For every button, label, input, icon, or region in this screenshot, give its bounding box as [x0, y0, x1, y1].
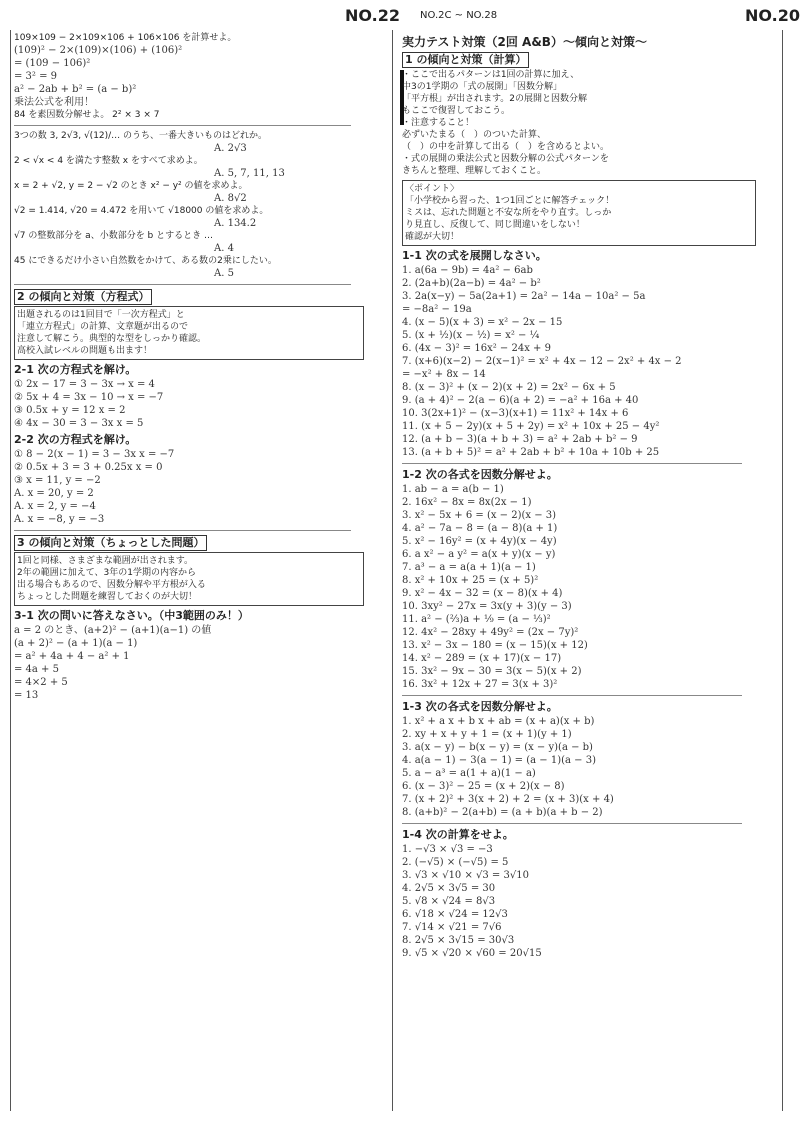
solution-line: A. x = 2, y = −4 — [14, 501, 96, 512]
solution-line: 乗法公式を利用！ — [14, 97, 94, 108]
problem-1-3-heading: 1-3 次の各式を因数分解せよ。 — [402, 700, 558, 713]
solution-line: 14. x² − 289 = (x + 17)(x − 17) — [402, 653, 562, 664]
solution-line: 7. (x+6)(x−2) − 2(x−1)² = x² + 4x − 12 − 2x² + 4x − 2 — [402, 356, 682, 367]
multiply-answer: A. 5 — [214, 268, 234, 279]
solution-line: 7. √14 × √21 = 7√6 — [402, 922, 502, 933]
intro-line: 「平方根」が出されます。2の展開と因数分解 — [402, 94, 588, 104]
intro-line: ・注意すること！ — [402, 118, 475, 128]
solution-line: 3. √3 × √10 × √3 = 3√10 — [402, 870, 529, 881]
intro-line: 「連立方程式」の計算、文章題が出るので — [17, 322, 189, 332]
solution-line: 7. (x + 2)² + 3(x + 2) + 2 = (x + 3)(x + 4) — [402, 794, 614, 805]
solution-line: a = 2 のとき、(a+2)² − (a+1)(a−1) の値 — [14, 625, 212, 636]
point-line: ミスは、忘れた問題と不安な所をやり直す。しっか — [405, 208, 612, 218]
integer-answer: A. 5, 7, 11, 13 — [214, 168, 285, 179]
solution-line: 11. (x + 5 − 2y)(x + 5 + 2y) = x² + 10x + 25 − 4y² — [402, 421, 660, 432]
solution-line: 15. 3x² − 9x − 30 = 3(x − 5)(x + 2) — [402, 666, 582, 677]
point-line: 「小学校から習った、1つ1回ごとに解答チェック！ — [405, 196, 615, 206]
sheet-divider — [392, 30, 393, 1111]
solution-line: 4. a(a − 1) − 3(a − 1) = (a − 1)(a − 3) — [402, 755, 596, 766]
solution-line: 12. 4x² − 28xy + 49y² = (2x − 7y)² — [402, 627, 579, 638]
solution-line: ③ x = 11, y = −2 — [14, 475, 101, 486]
prime-factor-question: 84 を素因数分解せよ。 2² × 3 × 7 — [14, 110, 160, 120]
section-3-intro — [14, 552, 364, 606]
solution-line: 2. 16x² − 8x = 8x(2x − 1) — [402, 497, 532, 508]
solution-line: 3. a(x − y) − b(x − y) = (x − y)(a − b) — [402, 742, 593, 753]
section-1-point-box — [402, 180, 756, 246]
solution-line: 3. 2a(x−y) − 5a(2a+1) = 2a² − 14a − 10a² − 5a — [402, 291, 646, 302]
solution-line: 13. x² − 3x − 180 = (x − 15)(x + 12) — [402, 640, 588, 651]
solution-line: (109)² − 2×(109)×(106) + (106)² — [14, 45, 183, 56]
solution-line: 2. (2a+b)(2a−b) = 4a² − b² — [402, 278, 541, 289]
integer-question: 2 < √x < 4 を満たす整数 x をすべて求めよ。 — [14, 156, 203, 166]
solution-line: = 4×2 + 5 — [14, 677, 68, 688]
solution-line: 1. x² + a x + b x + ab = (x + a)(x + b) — [402, 716, 595, 727]
intro-line: きちんと整理、理解しておくこと。 — [402, 166, 547, 176]
solution-line: = −x² + 8x − 14 — [402, 369, 486, 380]
solution-line: 5. (x + ½)(x − ½) = x² − ¼ — [402, 330, 540, 341]
problem-1-2-solutions — [402, 483, 780, 691]
section-1-heading: 1 の傾向と対策（計算） — [402, 52, 780, 68]
solution-line: ① 2x − 17 = 3 − 3x → x = 4 — [14, 379, 155, 390]
intro-line: （ ）の中を計算して出る（ ）を含めるとよい。 — [402, 142, 610, 152]
section-3-heading: 3 の傾向と対策（ちょっとした問題） — [14, 535, 388, 551]
solution-line: ② 0.5x + 3 = 3 + 0.25x x = 0 — [14, 462, 163, 473]
sqrt-value-answer: A. 134.2 — [214, 218, 257, 229]
solution-line: 3. x² − 5x + 6 = (x − 2)(x − 3) — [402, 510, 557, 521]
intro-line: 1回と同様、さまざまな範囲が出されます。 — [17, 556, 194, 566]
problem-1-4-heading: 1-4 次の計算をせよ。 — [402, 828, 514, 841]
solution-line: 8. x² + 10x + 25 = (x + 5)² — [402, 575, 539, 586]
intro-line: 出る場合もあるので、因数分解や平方根が入る — [17, 580, 206, 590]
solution-line: 2. xy + x + y + 1 = (x + 1)(y + 1) — [402, 729, 572, 740]
problem-1-2-heading: 1-2 次の各式を因数分解せよ。 — [402, 468, 558, 481]
solution-line: 7. a³ − a = a(a + 1)(a − 1) — [402, 562, 536, 573]
solution-line: 6. a x² − a y² = a(x + y)(x − y) — [402, 549, 556, 560]
problem-2-1-solutions — [14, 378, 388, 430]
problem-1-1-heading: 1-1 次の式を展開しなさい。 — [402, 249, 547, 262]
solution-line: 6. (x − 3)² − 25 = (x + 2)(x − 8) — [402, 781, 565, 792]
calc-question: 109×109 − 2×109×106 + 106×106 を計算せよ。 — [14, 33, 237, 43]
solution-line: ② 5x + 4 = 3x − 10 → x = −7 — [14, 392, 164, 403]
solution-line: (a + 2)² − (a + 1)(a − 1) — [14, 638, 138, 649]
intro-line: もここで復習しておこう。 — [402, 106, 511, 116]
problem-3-1-heading: 3-1 次の問いに答えなさい。（中3範囲のみ！） — [14, 609, 249, 622]
solution-line: 1. a(6a − 9b) = 4a² − 6ab — [402, 265, 533, 276]
solution-line: A. x = 20, y = 2 — [14, 488, 94, 499]
integer-part-question: √7 の整数部分を a、小数部分を b とするとき … — [14, 231, 213, 241]
problem-1-1-solutions — [402, 264, 780, 459]
solution-line: = (109 − 106)² — [14, 58, 91, 69]
right-sheet — [402, 32, 780, 1112]
problem-1-3-solutions — [402, 715, 780, 819]
solution-line: 12. (a + b − 3)(a + b + 3) = a² + 2ab + b² − 9 — [402, 434, 638, 445]
problem-2-2-solutions — [14, 448, 388, 526]
solution-line: 5. a − a³ = a(1 + a)(1 − a) — [402, 768, 536, 779]
sqrt-compare-question: 3つの数 3, 2√3, √(12)/… のうち、一番大きいものはどれか。 — [14, 131, 268, 141]
problem-2-2-heading: 2-2 次の方程式を解け。 — [14, 433, 137, 446]
range-note: NO.2C ~ NO.28 — [420, 10, 498, 21]
point-line: 確認が大切！ — [405, 232, 460, 242]
point-line: り見直し、反復して、同じ間違いをしない！ — [405, 220, 585, 230]
calc-solution — [14, 44, 388, 109]
solution-line: 5. x² − 16y² = (x + 4y)(x − 4y) — [402, 536, 557, 547]
problem-1-4-solutions — [402, 843, 780, 960]
intro-line: 中3の1学期の「式の展開」「因数分解」 — [402, 82, 562, 92]
left-page-number: NO.22 — [345, 6, 400, 25]
solution-line: = −8a² − 19a — [402, 304, 472, 315]
section-1-intro — [402, 69, 780, 177]
right-page-number: NO.20 — [745, 6, 800, 25]
solution-line: 4. 2√5 × 3√5 = 30 — [402, 883, 496, 894]
sqrt-compare-answer: A. 2√3 — [214, 143, 247, 154]
solution-line: 9. x² − 4x − 32 = (x − 8)(x + 4) — [402, 588, 563, 599]
solution-line: 9. (a + 4)² − 2(a − 6)(a + 2) = −a² + 16a + 40 — [402, 395, 639, 406]
solution-line: 10. 3xy² − 27x = 3x(y + 3)(y − 3) — [402, 601, 572, 612]
left-sheet — [14, 32, 388, 1112]
multiply-question: 45 にできるだけ小さい自然数をかけて、ある数の2乗にしたい。 — [14, 256, 277, 266]
solution-line: 16. 3x² + 12x + 27 = 3(x + 3)² — [402, 679, 558, 690]
intro-line: 2年の範囲に加えて、3年の1学期の内容から — [17, 568, 196, 578]
solution-line: = 4a + 5 — [14, 664, 59, 675]
left-border — [10, 30, 11, 1111]
solution-line: 11. a² − (⅔)a + ⅑ = (a − ⅓)² — [402, 614, 551, 625]
solution-line: ① 8 − 2(x − 1) = 3 − 3x x = −7 — [14, 449, 175, 460]
intro-line: ちょっとした問題を練習しておくのが大切！ — [17, 592, 198, 602]
solution-line: 6. √18 × √24 = 12√3 — [402, 909, 508, 920]
solution-line: 4. (x − 5)(x + 3) = x² − 2x − 15 — [402, 317, 563, 328]
solution-line: 1. −√3 × √3 = −3 — [402, 844, 493, 855]
point-line: 〈ポイント〉 — [405, 184, 460, 194]
solution-line: A. x = −8, y = −3 — [14, 514, 105, 525]
solution-line: 4. a² − 7a − 8 = (a − 8)(a + 1) — [402, 523, 558, 534]
solution-line: 8. (x − 3)² + (x − 2)(x + 2) = 2x² − 6x + 5 — [402, 382, 616, 393]
solution-line: 10. 3(2x+1)² − (x−3)(x+1) = 11x² + 14x + 6 — [402, 408, 629, 419]
solution-line: = 3² = 9 — [14, 71, 58, 82]
intro-line: ・式の展開の乗法公式と因数分解の公式パターンを — [402, 154, 609, 164]
sqrt-value-question: √2 = 1.414, √20 = 4.472 を用いて √18000 の値を求めよ。 — [14, 206, 269, 216]
intro-line: 注意して解こう。典型的な型をしっかり確認。 — [17, 334, 207, 344]
solution-line: = 13 — [14, 690, 39, 701]
solution-line: 6. (4x − 3)² = 16x² − 24x + 9 — [402, 343, 551, 354]
problem-3-1-solutions — [14, 624, 388, 702]
expression-answer: A. 8√2 — [214, 193, 247, 204]
solution-line: = a² + 4a + 4 − a² + 1 — [14, 651, 130, 662]
solution-line: 8. (a+b)² − 2(a+b) = (a + b)(a + b − 2) — [402, 807, 603, 818]
intro-line: 出題されるのは1回目で「一次方程式」と — [17, 310, 185, 320]
solution-line: 5. √8 × √24 = 8√3 — [402, 896, 496, 907]
integer-part-answer: A. 4 — [214, 243, 234, 254]
right-title: 実力テスト対策（2回 A&B）〜傾向と対策〜 — [402, 35, 647, 49]
intro-line: 必ずいたまる（ ）のついた計算、 — [402, 130, 547, 140]
solution-line: 2. (−√5) × (−√5) = 5 — [402, 857, 509, 868]
problem-2-1-heading: 2-1 次の方程式を解け。 — [14, 363, 137, 376]
solution-line: 8. 2√5 × 3√15 = 30√3 — [402, 935, 515, 946]
intro-line: 高校入試レベルの問題も出ます！ — [17, 346, 153, 356]
section-2-intro — [14, 306, 364, 360]
solution-line: a² − 2ab + b² = (a − b)² — [14, 84, 137, 95]
solution-line: ③ 0.5x + y = 12 x = 2 — [14, 405, 126, 416]
expression-question: x = 2 + √2, y = 2 − √2 のとき x² − y² の値を求めよ。 — [14, 181, 248, 191]
intro-line: ・ここで出るパターンは1回の計算に加え、 — [402, 70, 580, 80]
right-border — [782, 30, 783, 1111]
solution-line: 1. ab − a = a(b − 1) — [402, 484, 504, 495]
section-2-heading: 2 の傾向と対策（方程式） — [14, 289, 388, 305]
solution-line: 9. √5 × √20 × √60 = 20√15 — [402, 948, 542, 959]
solution-line: 13. (a + b + 5)² = a² + 2ab + b² + 10a + 10b + 25 — [402, 447, 660, 458]
solution-line: ④ 4x − 30 = 3 − 3x x = 5 — [14, 418, 144, 429]
